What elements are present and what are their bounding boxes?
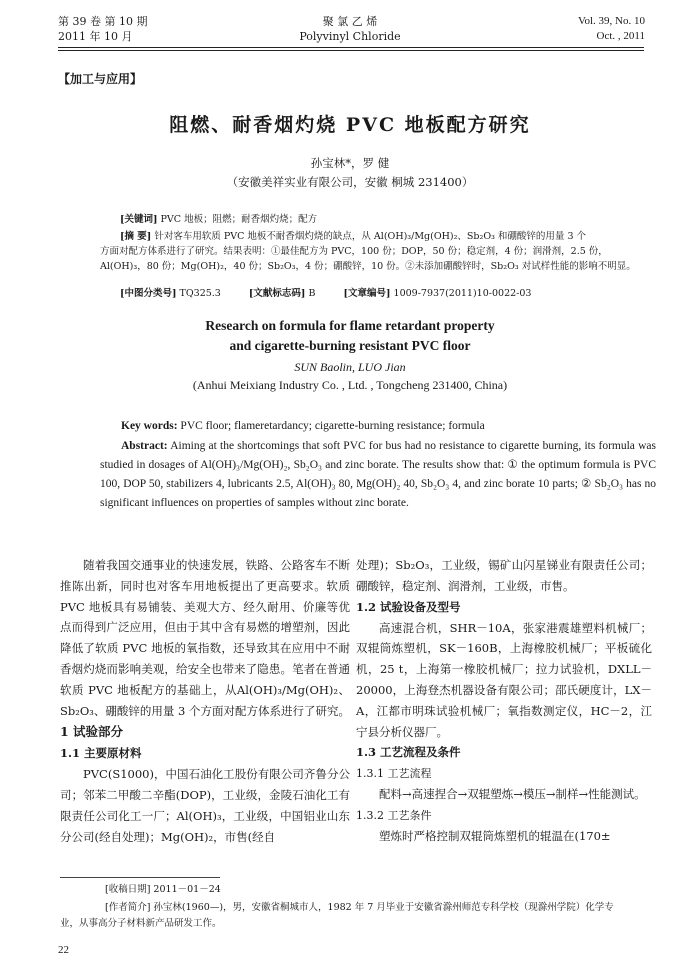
classification-row bbox=[120, 285, 531, 299]
body-right-column bbox=[356, 555, 652, 847]
article-no-label: [文章编号] bbox=[343, 288, 391, 299]
date-en: Oct. , 2011 bbox=[596, 30, 645, 42]
materials-paragraph: PVC(S1000)，中国石油化工股份有限公司齐鲁分公司；邻苯二甲酸二辛酯(DOP)，工业级，金陵石油化工有限责任公司化工一厂；Al(OH)₃，工业级，中国铝业山东分公司(经自处理)；Mg(OH)₂，市售(经自 bbox=[60, 767, 350, 844]
header-rule-top bbox=[58, 47, 644, 48]
footnote-author-line-2: 业，从事高分子材料新产品研发工作。 bbox=[60, 918, 222, 929]
abstract-zh-line-1: 针对客车用软质 PVC 地板不耐香烟灼烧的缺点，从 Al(OH)₃/Mg(OH)₂、Sb₂O₃ 和硼酸锌的用量 3 个 bbox=[154, 231, 587, 242]
journal-name-zh: 聚 氯 乙 烯 bbox=[322, 15, 378, 28]
heading-process-conditions: 1.3.2 工艺条件 bbox=[356, 809, 432, 823]
materials-continued: 处理)；Sb₂O₃，工业级，锡矿山闪星锑业有限责任公司；硼酸锌，稳定剂、润滑剂，工业级，市售。 bbox=[356, 558, 652, 593]
doc-code-value: B bbox=[308, 288, 316, 299]
footnote-rule bbox=[60, 877, 220, 878]
abstract-en bbox=[100, 437, 656, 513]
clc-label: [中图分类号] bbox=[120, 288, 177, 299]
clc-value: TQ325.3 bbox=[179, 288, 221, 299]
keywords-zh-label: [关键词] bbox=[120, 214, 158, 225]
intro-paragraph: 随着我国交通事业的快速发展，铁路、公路客车不断推陈出新，同时也对客车用地板提出了更高要求。软质 PVC 地板具有易铺装、美观大方、经久耐用、价廉等优点而得到广泛应用，但由于其中含有易燃的增塑剂，因此降低了软质 PVC 地板的氧指数，还导致其在应用中不耐香烟灼烧而影响美观，给安全也带来了隐患。笔者在普通软质 PVC 地板配方的基础上，从Al(OH)₃/Mg(OH)₂、Sb₂O₃、硼酸锌的用量 3 个方面对配方体系进行了研究。 bbox=[60, 558, 351, 718]
abstract-zh bbox=[100, 229, 656, 274]
heading-process-flow: 1.3.1 工艺流程 bbox=[356, 767, 432, 781]
heading-equipment: 1.2 试验设备及型号 bbox=[356, 599, 461, 614]
doc-code-label: [文献标志码] bbox=[248, 288, 306, 299]
title-en-line-2: and cigarette-burning resistant PVC floor bbox=[229, 338, 471, 353]
keywords-zh-text: PVC 地板；阻燃；耐香烟灼烧；配方 bbox=[160, 214, 318, 225]
keywords-zh bbox=[120, 212, 676, 227]
title-en-line-1: Research on formula for flame retardant property bbox=[205, 318, 495, 333]
volume-en: Vol. 39, No. 10 bbox=[577, 15, 645, 27]
footnote-author-line-1: [作者简介] 孙宝林(1960—)，男，安徽省桐城市人，1982 年 7 月毕业于安徽省滁州师范专科学校（现滁州学院）化学专 bbox=[105, 902, 614, 913]
volume-zh: 第 39 卷 第 10 期 bbox=[58, 15, 148, 28]
article-no-value: 1009-7937(2011)10-0022-03 bbox=[393, 288, 532, 299]
body-left-column bbox=[60, 555, 350, 848]
abstract-en-text: Aiming at the shortcomings that soft PVC for bus had no resistance to cigarette burning, its formula was studied in dosages of Al(OH)₃/Mg(OH)₂, Sb₂O₃ and zinc borate. The results show that: ① the optimum formula is PVC 100, DOP 50, stabilizers 4, lubricants 2.5, Al(OH)₃ 80, Mg(OH)₂ 40, Sb₂O₃ 4, and zinc borate 10 parts; ② Sb₂O₃ has no significant influences on properties of samples without zinc borate. bbox=[100, 440, 656, 509]
authors-en: SUN Baolin, LUO Jian bbox=[294, 360, 406, 374]
journal-name-en: Polyvinyl Chloride bbox=[299, 30, 401, 43]
title-zh: 阻燃、耐香烟灼烧 PVC 地板配方研究 bbox=[169, 114, 531, 136]
abstract-zh-line-3: Al(OH)₃，80 份；Mg(OH)₂，40 份；Sb₂O₃，4 份；硼酸锌，10 份。②未添加硼酸锌时，Sb₂O₃ 对试样性能的影响不明显。 bbox=[100, 261, 636, 272]
abstract-en-label: Abstract: bbox=[121, 440, 168, 452]
process-flow-paragraph: 配料→高速捏合→双辊塑炼→模压→制样→性能测试。 bbox=[379, 787, 646, 802]
date-zh: 2011 年 10 月 bbox=[58, 30, 133, 43]
affiliation-zh: （安徽美祥实业有限公司，安徽 桐城 231400） bbox=[226, 175, 474, 189]
authors-zh: 孙宝林*，罗 健 bbox=[310, 156, 390, 170]
abstract-zh-label: [摘 要] bbox=[120, 231, 152, 242]
affiliation-en: (Anhui Meixiang Industry Co. , Ltd. , Tongcheng 231400, China) bbox=[192, 378, 508, 392]
equipment-paragraph: 高速混合机，SHR－10A，张家港震雄塑料机械厂；双辊筒炼塑机，SK－160B，上海橡胶机械厂；平板硫化机，25 t，上海第一橡胶机械厂；拉力试验机，DXLL－20000，上海登杰机器设备有限公司；邵氏硬度计，LX－A，江都市明珠试验机械厂；氧指数测定仪，HC－2，江宁县分析仪器厂。 bbox=[356, 620, 652, 739]
heading-process: 1.3 工艺流程及条件 bbox=[356, 745, 461, 760]
section-tag: 【加工与应用】 bbox=[58, 72, 143, 86]
process-conditions-paragraph: 塑炼时严格控制双辊筒炼塑机的辊温在(170± bbox=[379, 829, 611, 844]
abstract-zh-line-2: 方面对配方体系进行了研究。结果表明：①最佳配方为 PVC，100 份；DOP，50 份；稳定剂，4 份；润滑剂，2.5 份， bbox=[100, 246, 608, 257]
keywords-en bbox=[121, 418, 656, 435]
heading-experimental: 1 试验部分 bbox=[60, 724, 124, 740]
header-rule-bottom bbox=[58, 50, 644, 51]
header-right bbox=[578, 14, 645, 44]
keywords-en-text: PVC floor; flameretardancy; cigarette-burning resistance; formula bbox=[180, 420, 485, 432]
keywords-en-label: Key words: bbox=[121, 420, 178, 432]
footnote-received: [收稿日期] 2011－01－24 bbox=[105, 884, 221, 895]
heading-materials: 1.1 主要原材料 bbox=[60, 746, 142, 761]
page-number: 22 bbox=[58, 944, 69, 956]
